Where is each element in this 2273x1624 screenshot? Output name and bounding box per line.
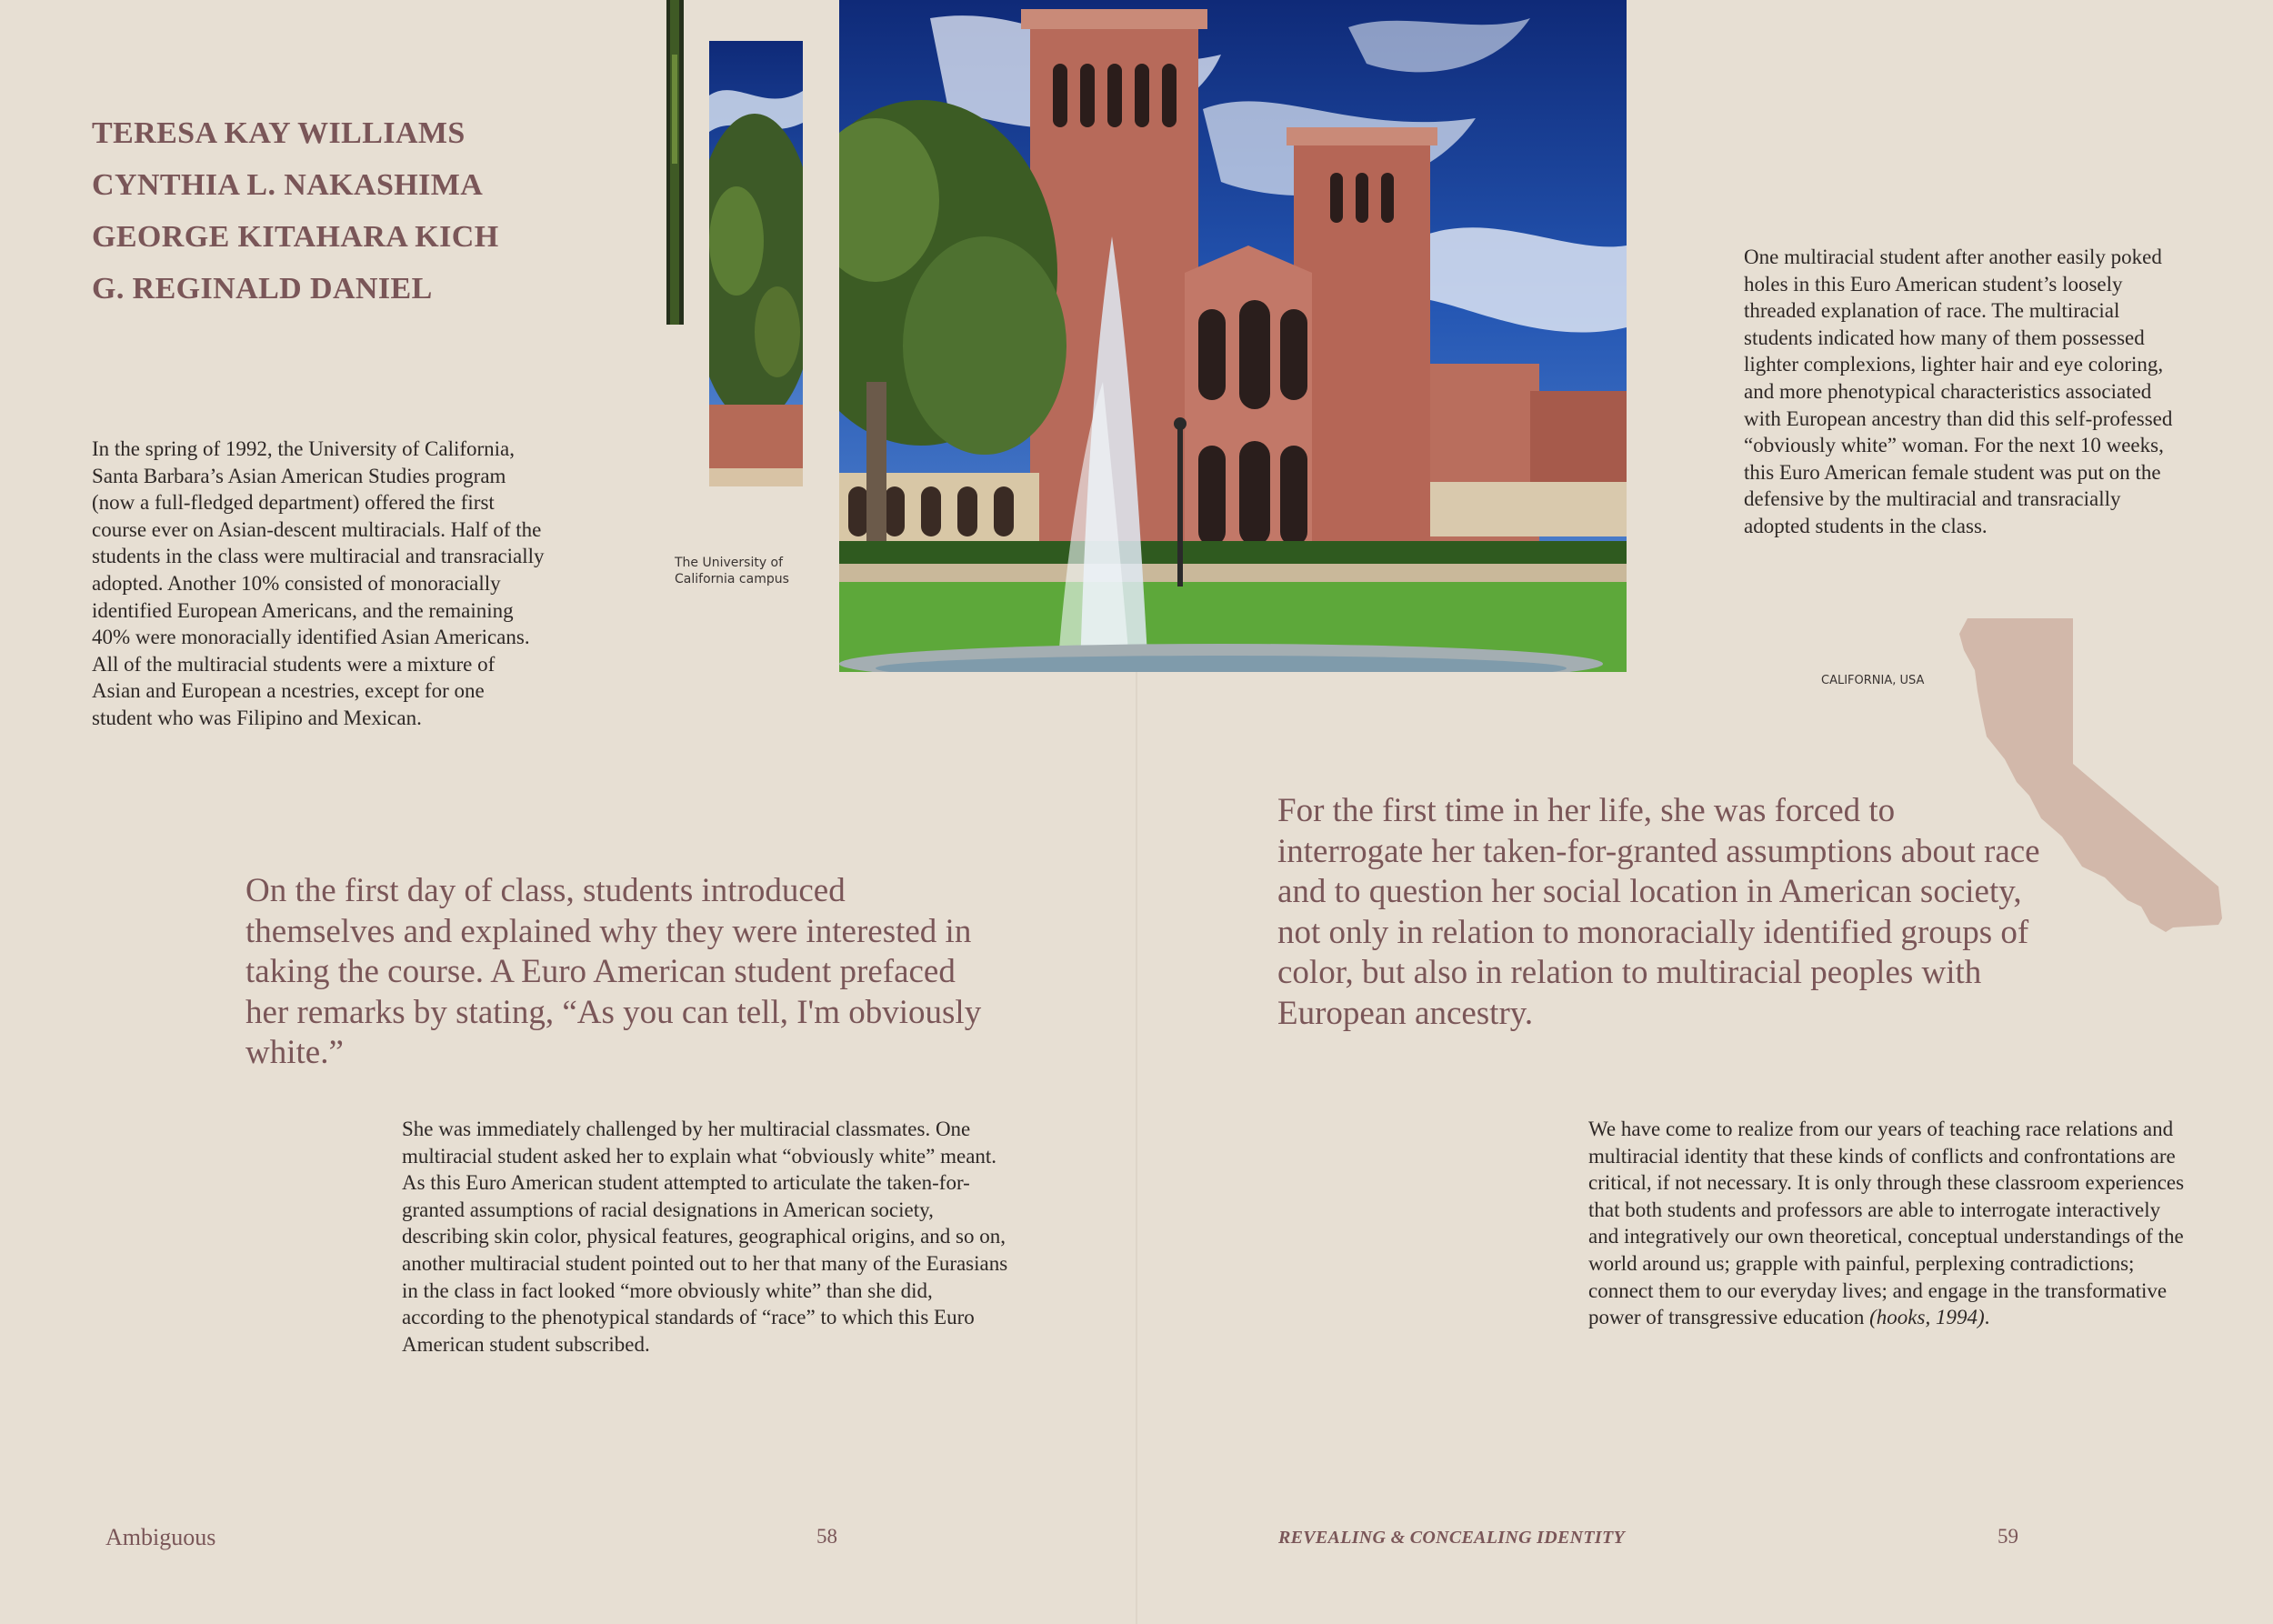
footer-title-left: Ambiguous [105,1524,216,1550]
author-name: CYNTHIA L. NAKASHIMA [92,168,484,202]
body-paragraph-right [1588,1116,2188,1331]
body-paragraph-left: She was immediately challenged by her multiracial classmates. One multiracial student asked her to explain what “obviously white” meant. As this Euro American student attempted to articulate the taken-for-granted assumptions of racial designations in American society, describing skin color, physical features, geographical origins, and so on, another multiracial student pointed out to her that many of the Eurasians in the class in fact looked “more obviously white” than she did, according to the phenotypical standards of “race” to which this Euro American student subscribed. [402,1118,1008,1356]
author-name: G. REGINALD DANIEL [92,272,433,306]
body-paragraph-right-text: We have come to realize from our years of teaching race relations and multiracial identity that these kinds of conflicts and confrontations are critical, if not necessary. It is only through these classroom experiences that both students and professors are able to interrogate interactively and integratively our own theoretical, conceptual understandings of the world around us; grapple with painful, perplexing contradictions; connect them to our everyday lives; and engage in the transformative power of transgressive education [1588,1118,2185,1329]
page-number-right: 59 [1998,1525,2018,1548]
campus-photo [839,0,1627,672]
page-number-left: 58 [816,1525,837,1548]
citation-end: . [1984,1306,1990,1329]
pull-quote-right: For the first time in her life, she was forced to interrogate her taken-for-granted assumptions about race and to question her social location in American society, not only in relation to monoracially identified groups of color, but also in relation to multiracial peoples with European ancestry. [1277,792,2040,1032]
intro-paragraph: In the spring of 1992, the University of California, Santa Barbara’s Asian American Studies program (now a full-fledged department) offered the first course ever on Asian-descent multiracials. Half of the students in the class were multiracial and transracially adopted. Another 10% consisted of monoracially identified European Americans, and the remaining 40% were monoracially identified Asian Americans. All of the multiracial students were a mixture of Asian and European a ncestries, except for one student who was Filipino and Mexican. [92,437,545,729]
photo-strip-narrow [666,0,684,325]
map-label: CALIFORNIA, USA [1821,674,1925,687]
photo-strip-wide [709,41,803,486]
author-list [92,107,499,315]
photo-caption: The University of California campus [675,556,789,586]
footer-title-right: REVEALING & CONCEALING IDENTITY [1278,1528,1626,1548]
author-name: GEORGE KITAHARA KICH [92,220,499,254]
pull-quote-left: On the first day of class, students introduced themselves and explained why they were interested in taking the course. A Euro American student prefaced her remarks by stating, “As you can tell, I'm obviously white.” [245,872,982,1072]
citation: (hooks, 1994) [1869,1306,1985,1329]
top-paragraph-right: One multiracial student after another easily poked holes in this Euro American student’s loosely threaded explanation of race. The multiracial students indicated how many of them possessed lighter complexions, lighter hair and eye coloring, and more phenotypical characteristics associated with European ancestry than did this self-professed “obviously white” woman. For the next 10 weeks, this Euro American female student was put on the defensive by the multiracial and transracially adopted students in the class. [1744,246,2173,537]
author-name: TERESA KAY WILLIAMS [92,116,466,150]
